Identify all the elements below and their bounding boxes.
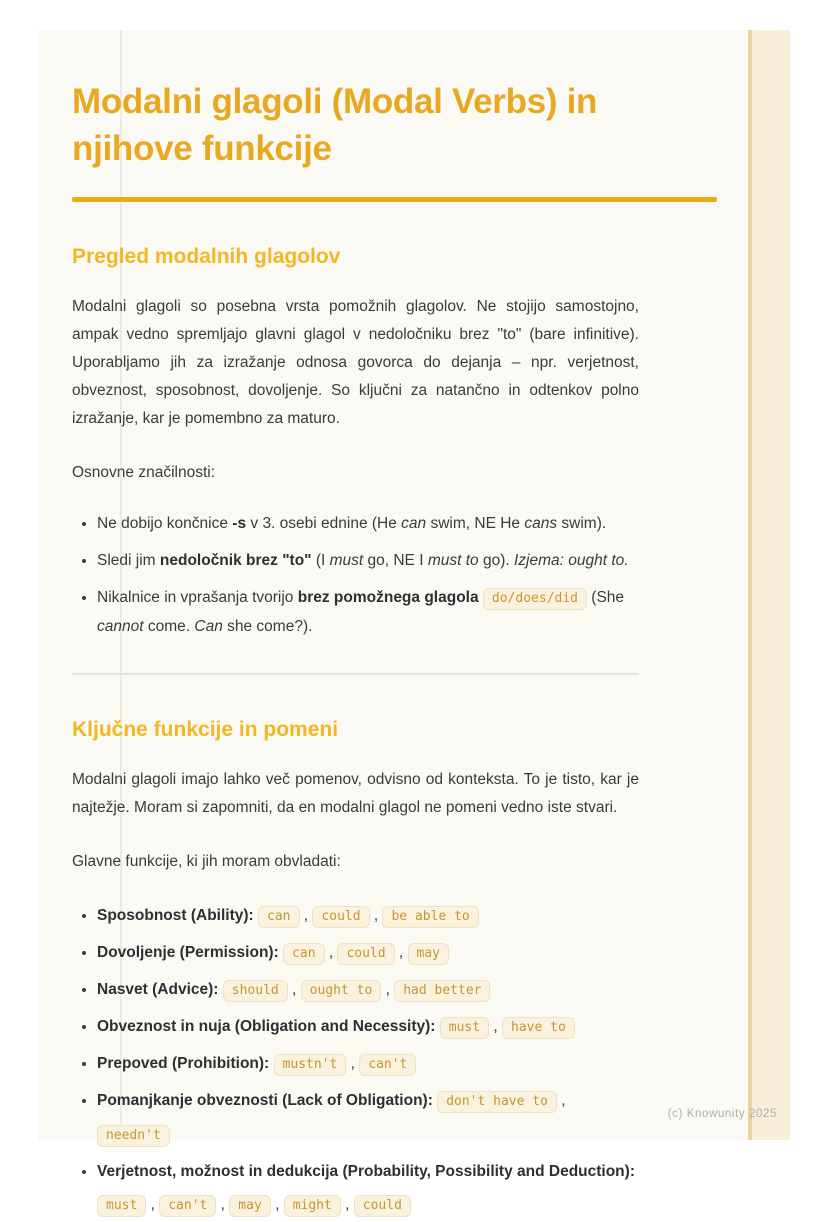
page-title: Modalni glagoli (Modal Verbs) in njihove funkcije	[72, 82, 598, 168]
inline-code-badge: don't have to	[437, 1091, 557, 1113]
list-item: • Ne dobijo končnice -s v 3. osebi ednine (He can swim, NE He cans swim).	[97, 510, 639, 538]
section-heading: Ključne funkcije in pomeni	[72, 718, 339, 741]
inline-code-badge: must	[440, 1017, 489, 1039]
inline-code-badge: must	[97, 1195, 146, 1217]
inline-code-badge: can	[283, 943, 324, 965]
list-intro: Glavne funkcije, ki jih moram obvladati:	[72, 853, 341, 870]
list-item: • Obveznost in nuja (Obligation and Necessity): must , have to	[97, 1010, 639, 1044]
title-underline	[72, 197, 717, 202]
document-card	[38, 30, 790, 1213]
inline-code-badge: have to	[502, 1017, 575, 1039]
section-overview	[72, 244, 720, 641]
inline-code-badge: mustn't	[274, 1054, 347, 1076]
right-accent-band	[752, 30, 790, 1140]
copyright-watermark: (c) Knowunity 2025	[667, 1108, 777, 1120]
inline-code-badge: could	[337, 943, 394, 965]
characteristics-list	[72, 510, 639, 641]
inline-code-badge: may	[229, 1195, 270, 1217]
functions-list	[72, 899, 639, 1222]
document-content	[38, 30, 720, 1222]
inline-code-badge: needn't	[97, 1125, 170, 1147]
list-item: • Prepoved (Prohibition): mustn't , can't	[97, 1047, 639, 1081]
inline-code-badge: can't	[159, 1195, 216, 1217]
list-item: • Verjetnost, možnost in dedukcija (Probability, Possibility and Deduction): must , can't , may , might , could	[97, 1155, 639, 1222]
inline-code-badge: can't	[359, 1054, 416, 1076]
inline-code-badge: could	[354, 1195, 411, 1217]
section-heading: Pregled modalnih glagolov	[72, 245, 341, 268]
list-item: • Sposobnost (Ability): can , could , be able to	[97, 899, 639, 933]
list-item: • Nikalnice in vprašanja tvorijo brez pomožnega glagola do/does/did (She cannot come. Can she come?).	[97, 584, 639, 641]
inline-code-badge: can	[258, 906, 299, 928]
inline-code-badge: do/does/did	[483, 588, 587, 610]
inline-code-badge: might	[284, 1195, 341, 1217]
list-item: • Nasvet (Advice): should , ought to , had better	[97, 973, 639, 1007]
inline-code-badge: be able to	[382, 906, 478, 928]
list-item: • Pomanjkanje obveznosti (Lack of Obligation): don't have to , needn't	[97, 1084, 639, 1152]
section-functions	[72, 717, 720, 1222]
section-intro-paragraph: Modalni glagoli imajo lahko več pomenov, odvisno od konteksta. To je tisto, kar je najtežje. Moram si zapomniti, da en modalni glagol ne pomeni vedno iste stvari.	[72, 771, 639, 816]
inline-code-badge: should	[223, 980, 288, 1002]
list-item: • Sledi jim nedoločnik brez "to" (I must go, NE I must to go). Izjema: ought to.	[97, 547, 639, 575]
list-item: • Dovoljenje (Permission): can , could , may	[97, 936, 639, 970]
list-intro: Osnovne značilnosti:	[72, 464, 216, 481]
inline-code-badge: ought to	[301, 980, 382, 1002]
right-accent-line	[748, 30, 752, 1140]
inline-code-badge: may	[408, 943, 449, 965]
section-intro-paragraph: Modalni glagoli so posebna vrsta pomožnih glagolov. Ne stojijo samostojno, ampak vedno spremljajo glavni glagol v nedoločniku brez "to" (bare infinitive). Uporabljamo jih za izražanje odnosa govorca do dejanja – npr. verjetnost, obveznost, sposobnost, dovoljenje. So ključni za natančno in odtenkov polno izražanje, kar je pomembno za maturo.	[72, 298, 639, 427]
section-divider	[72, 673, 639, 675]
inline-code-badge: had better	[394, 980, 490, 1002]
inline-code-badge: could	[312, 906, 369, 928]
